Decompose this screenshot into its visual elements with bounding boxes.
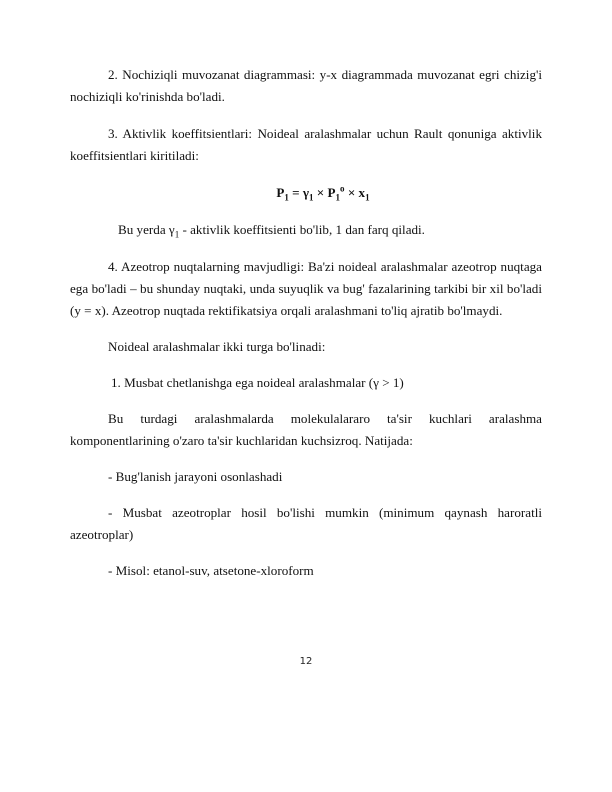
page-number: 12 [299, 656, 313, 667]
body-text [70, 64, 542, 582]
formula-times-p: × P [313, 185, 336, 200]
bullet-positive-azeotropes: - Musbat azeotroplar hosil bo'lishi mumkin (minimum qaynash haroratli azeotroplar) [70, 505, 542, 542]
paragraph-activity-coefficients: 3. Aktivlik koeffitsientlari: Noideal aralashmalar uchun Rault qonuniga aktivlik koeffitsientlari kiritiladi: [70, 126, 542, 163]
formula-note [70, 219, 542, 241]
paragraph-nonlinear-diagram: 2. Nochiziqli muvozanat diagrammasi: y-x diagrammada muvozanat egri chizig'i nochiziqli ko'rinishda bo'ladi. [70, 67, 542, 104]
note-prefix: Bu yerda γ [118, 222, 175, 237]
bullet-evaporation: - Bug'lanish jarayoni osonlashadi [108, 469, 283, 484]
formula-p: P [276, 185, 285, 200]
paragraph-molecular-forces: Bu turdagi aralashmalarda molekulalararo ta'sir kuchlari aralashma komponentlarining o'zaro ta'sir kuchlaridan kuchsizroq. Natijada: [70, 411, 542, 448]
formula-sub-1: 1 [284, 192, 289, 203]
bullet-examples: - Misol: etanol-suv, atsetone-xloroform [108, 563, 314, 578]
raoult-formula [70, 182, 542, 204]
formula-sub-4: 1 [365, 192, 370, 203]
formula-sub-2: 1 [309, 192, 314, 203]
note-sub: 1 [174, 229, 180, 240]
formula-eq: = [288, 185, 303, 200]
paragraph-azeotrope: 4. Azeotrop nuqtalarning mavjudligi: Ba'zi noideal aralashmalar azeotrop nuqtaga ega bo'ladi – bu shunday nuqtaki, unda suyuqlik va bug' fazalarining tarkibi bir xil bo'ladi (y = x). Azeotrop nuqtada rektifikatsiya orqali aralashmani to'liq ajratib bo'lmaydi. [70, 259, 542, 318]
formula-times-x: × x [344, 185, 366, 200]
paragraph-two-types: Noideal aralashmalar ikki turga bo'linadi: [108, 339, 326, 354]
formula-gamma: γ [302, 185, 310, 200]
list-item-positive-deviation: 1. Musbat chetlanishga ega noideal aralashmalar (γ > 1) [111, 375, 404, 390]
formula-sup-o: o [340, 183, 345, 194]
note-suffix: - aktivlik koeffitsienti bo'lib, 1 dan farq qiladi. [179, 222, 425, 237]
formula-sub-3: 1 [335, 192, 341, 203]
